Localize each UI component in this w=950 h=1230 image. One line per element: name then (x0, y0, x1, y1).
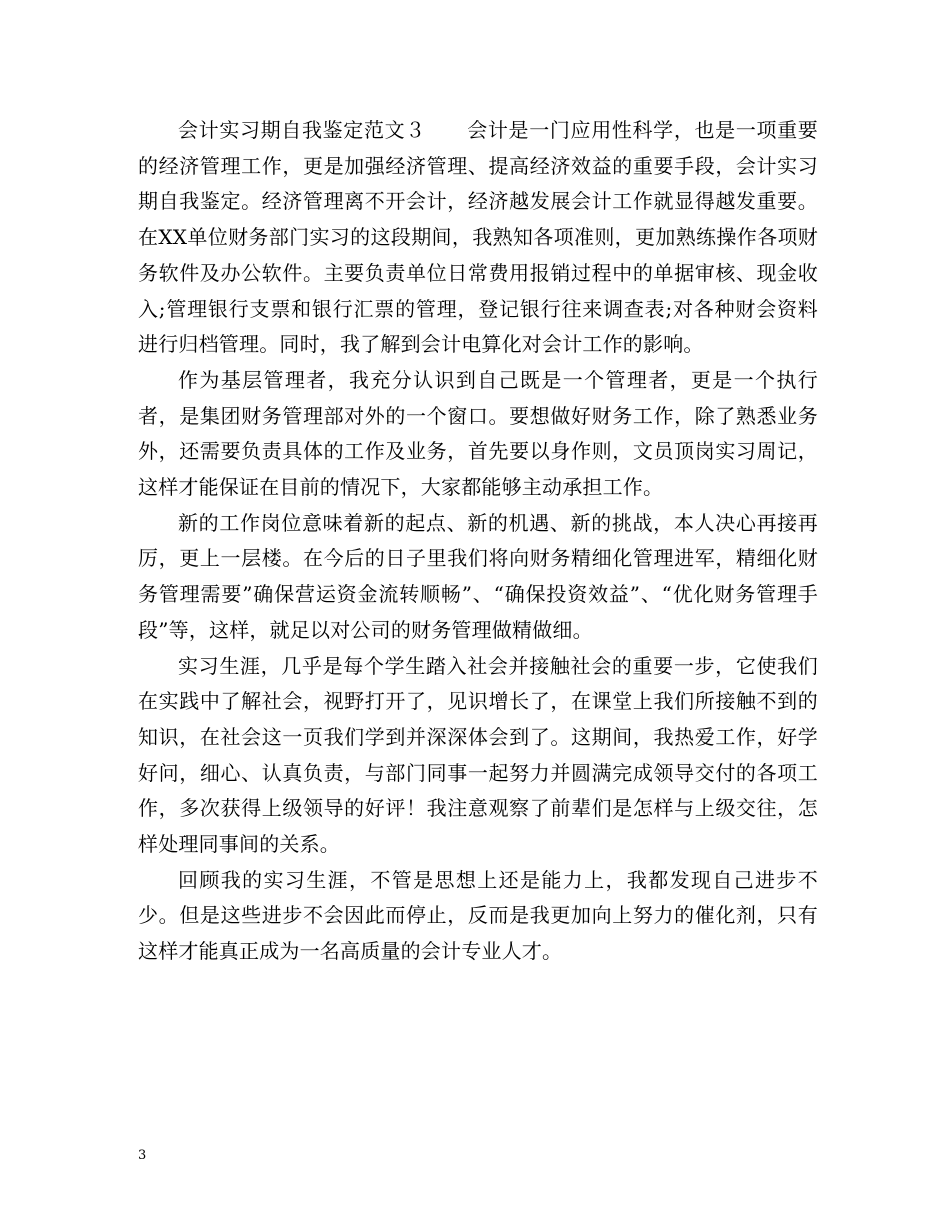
paragraph: 实习生涯，几乎是每个学生踏入社会并接触社会的重要一步，它使我们在实践中了解社会，视野打开了，见识增长了，在课堂上我们所接触不到的知识，在社会这一页我们学到并深深体会到了。这期间，我热爱工作，好学好问，细心、认真负责，与部门同事一起努力并圆满完成领导交付的各项工作，多次获得上级领导的好评！我注意观察了前辈们是怎样与上级交往，怎样处理同事间的关系。 (138, 653, 818, 857)
paragraph: 会计实习期自我鉴定范文３ 会计是一门应用性科学，也是一项重要的经济管理工作，更是加强经济管理、提高经济效益的重要手段，会计实习期自我鉴定。经济管理离不开会计，经济越发展会计工作就显得越发重要。在XX单位财务部门实习的这段期间，我熟知各项准则，更加熟练操作各项财务软件及办公软件。主要负责单位日常费用报销过程中的单据审核、现金收入;管理银行支票和银行汇票的管理，登记银行往来调查表;对各种财会资料进行归档管理。同时，我了解到会计电算化对会计工作的影响。 (138, 118, 818, 357)
paragraph: 作为基层管理者，我充分认识到自己既是一个管理者，更是一个执行者，是集团财务管理部对外的一个窗口。要想做好财务工作，除了熟悉业务外，还需要负责具体的工作及业务，首先要以身作则，文员顶岗实习周记，这样才能保证在目前的情况下，大家都能够主动承担工作。 (138, 367, 818, 500)
paragraph: 回顾我的实习生涯，不管是思想上还是能力上，我都发现自己进步不少。但是这些进步不会因此而停止，反而是我更加向上努力的催化剂，只有这样才能真正成为一名高质量的会计专业人才。 (138, 867, 818, 964)
paragraph: 新的工作岗位意味着新的起点、新的机遇、新的挑战，本人决心再接再厉，更上一层楼。在今后的日子里我们将向财务精细化管理进军，精细化财务管理需要”确保营运资金流转顺畅”、“确保投资效益”、“优化财务管理手段”等，这样，就足以对公司的财务管理做精做细。 (138, 510, 818, 642)
page-number: 3 (138, 1148, 147, 1163)
document-body (138, 113, 818, 970)
